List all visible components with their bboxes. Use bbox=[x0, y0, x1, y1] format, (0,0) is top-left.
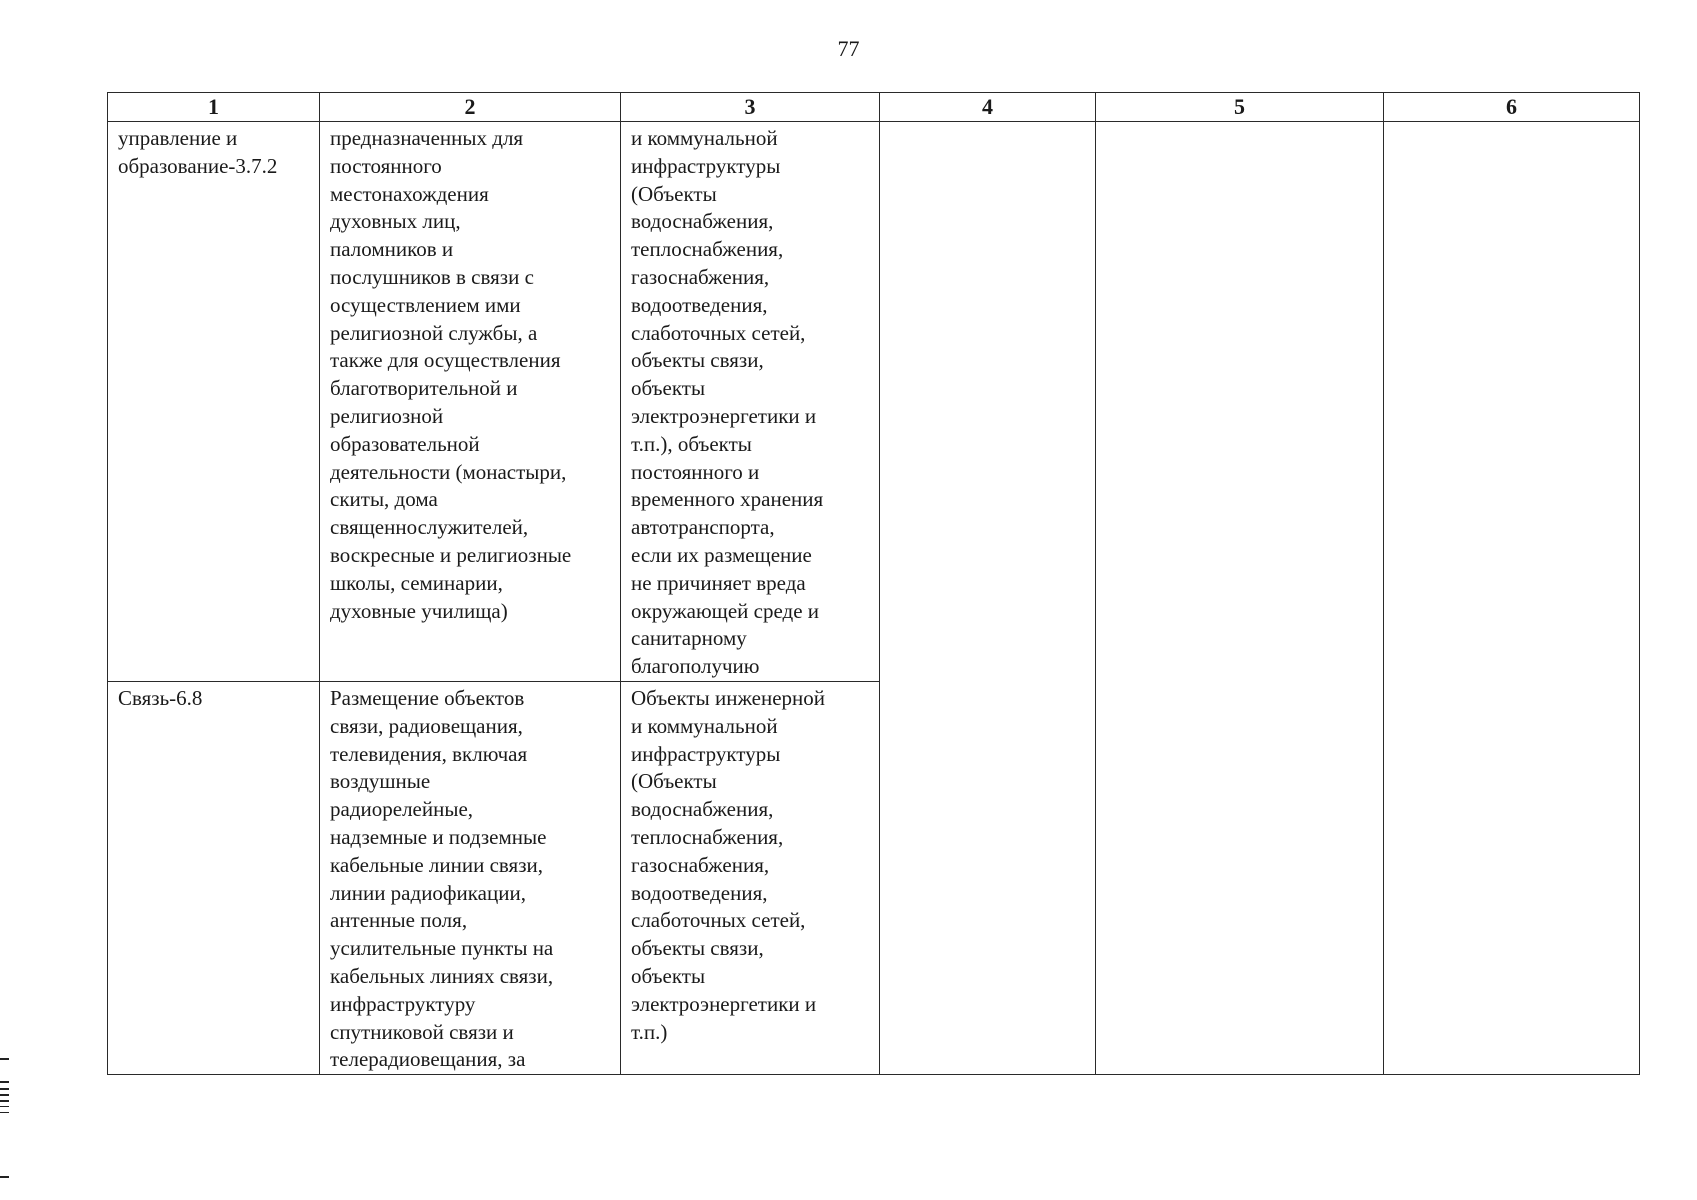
scan-margin-mark bbox=[0, 1088, 9, 1090]
permitted-objects-cell: и коммунальной инфраструктуры (Объекты водоснабжения, теплоснабжения, газоснабжения, водоотведения, слаботочных сетей, объекты связи, объекты электроэнергетики и т.п.), объекты постоянного и временного хранения автотранспорта, если их размещение не причиняет вреда окружающей среде и санитарному благополучию bbox=[621, 122, 880, 682]
scan-margin-mark bbox=[0, 1058, 9, 1060]
column-header-6: 6 bbox=[1384, 93, 1640, 122]
scan-margin-mark bbox=[0, 1176, 9, 1178]
permitted-objects-cell: Объекты инженерной и коммунальной инфраструктуры (Объекты водоснабжения, теплоснабжения, газоснабжения, водоотведения, слаботочных сетей, объекты связи, объекты электроэнергетики и т.п.) bbox=[621, 681, 880, 1074]
scan-margin-mark bbox=[0, 1112, 9, 1113]
land-use-type-cell: Связь-6.8 bbox=[108, 681, 320, 1074]
scan-margin-mark bbox=[0, 1094, 9, 1096]
land-use-table bbox=[107, 92, 1640, 1075]
empty-cell-6 bbox=[1384, 122, 1640, 1075]
scan-margin-mark bbox=[0, 1081, 9, 1083]
column-header-3: 3 bbox=[621, 93, 880, 122]
table-header-row bbox=[108, 93, 1640, 122]
table-row bbox=[108, 122, 1640, 682]
column-header-2: 2 bbox=[320, 93, 621, 122]
scan-margin-mark bbox=[0, 1100, 9, 1102]
description-cell: Размещение объектов связи, радиовещания, телевидения, включая воздушные радиорелейные, надземные и подземные кабельные линии связи, линии радиофикации, антенные поля, усилительные пункты на кабельных линиях связи, инфраструктуру спутниковой связи и телерадиовещания, за bbox=[320, 681, 621, 1074]
column-header-4: 4 bbox=[880, 93, 1096, 122]
scan-margin-mark bbox=[0, 1106, 9, 1107]
description-cell: предназначенных для постоянного местонахождения духовных лиц, паломников и послушников в связи с осуществлением ими религиозной службы, а также для осуществления благотворительной и религиозной образовательной деятельности (монастыри, скиты, дома священнослужителей, воскресные и религиозные школы, семинарии, духовные училища) bbox=[320, 122, 621, 682]
column-header-5: 5 bbox=[1096, 93, 1384, 122]
page-number: 77 bbox=[837, 36, 860, 61]
empty-cell-5 bbox=[1096, 122, 1384, 1075]
empty-cell-4 bbox=[880, 122, 1096, 1075]
land-use-type-cell: управление и образование-3.7.2 bbox=[108, 122, 320, 682]
column-header-1: 1 bbox=[108, 93, 320, 122]
